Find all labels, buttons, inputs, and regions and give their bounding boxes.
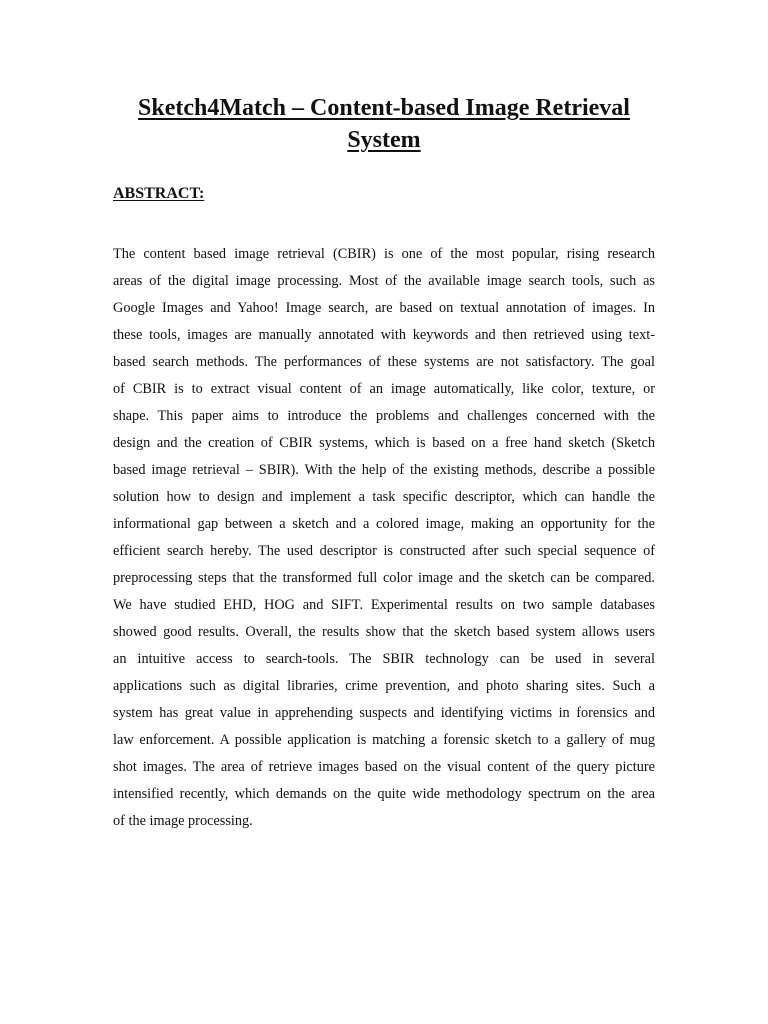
abstract-line: based search methods. The performances of these systems are not satisfactory. The goal	[113, 354, 655, 370]
abstract-line: of CBIR is to extract visual content of an image automatically, like color, texture, or	[113, 381, 655, 397]
document-title: Sketch4Match – Content-based Image Retrieval System	[138, 95, 630, 153]
abstract-line: of the image processing.	[113, 813, 253, 829]
abstract-line: intensified recently, which demands on the quite wide methodology spectrum on the area	[113, 786, 655, 802]
abstract-line: solution how to design and implement a task specific descriptor, which can handle the	[113, 489, 655, 505]
abstract-paragraph	[113, 241, 655, 835]
abstract-line: We have studied EHD, HOG and SIFT. Experimental results on two sample databases	[113, 597, 655, 613]
abstract-line: showed good results. Overall, the results show that the sketch based system allows users	[113, 624, 655, 640]
abstract-line: Google Images and Yahoo! Image search, are based on textual annotation of images. In	[113, 300, 655, 316]
abstract-line: The content based image retrieval (CBIR) is one of the most popular, rising research	[113, 246, 655, 262]
abstract-line: these tools, images are manually annotated with keywords and then retrieved using text-	[113, 327, 655, 343]
abstract-line: informational gap between a sketch and a colored image, making an opportunity for the	[113, 516, 655, 532]
abstract-line: law enforcement. A possible application is matching a forensic sketch to a gallery of mug	[113, 732, 655, 748]
abstract-line: shot images. The area of retrieve images based on the visual content of the query picture	[113, 759, 655, 775]
abstract-line: design and the creation of CBIR systems, which is based on a free hand sketch (Sketch	[113, 435, 655, 451]
abstract-line: areas of the digital image processing. Most of the available image search tools, such as	[113, 273, 655, 289]
abstract-line: shape. This paper aims to introduce the problems and challenges concerned with the	[113, 408, 655, 424]
abstract-line: applications such as digital libraries, crime prevention, and photo sharing sites. Such a	[113, 678, 655, 694]
abstract-line: an intuitive access to search-tools. The SBIR technology can be used in several	[113, 651, 655, 667]
abstract-line: preprocessing steps that the transformed full color image and the sketch can be compared.	[113, 570, 655, 586]
abstract-line: based image retrieval – SBIR). With the help of the existing methods, describe a possible	[113, 462, 655, 478]
abstract-line: efficient search hereby. The used descriptor is constructed after such special sequence of	[113, 543, 655, 559]
abstract-line: system has great value in apprehending suspects and identifying victims in forensics and	[113, 705, 655, 721]
abstract-heading: ABSTRACT:	[113, 185, 205, 202]
